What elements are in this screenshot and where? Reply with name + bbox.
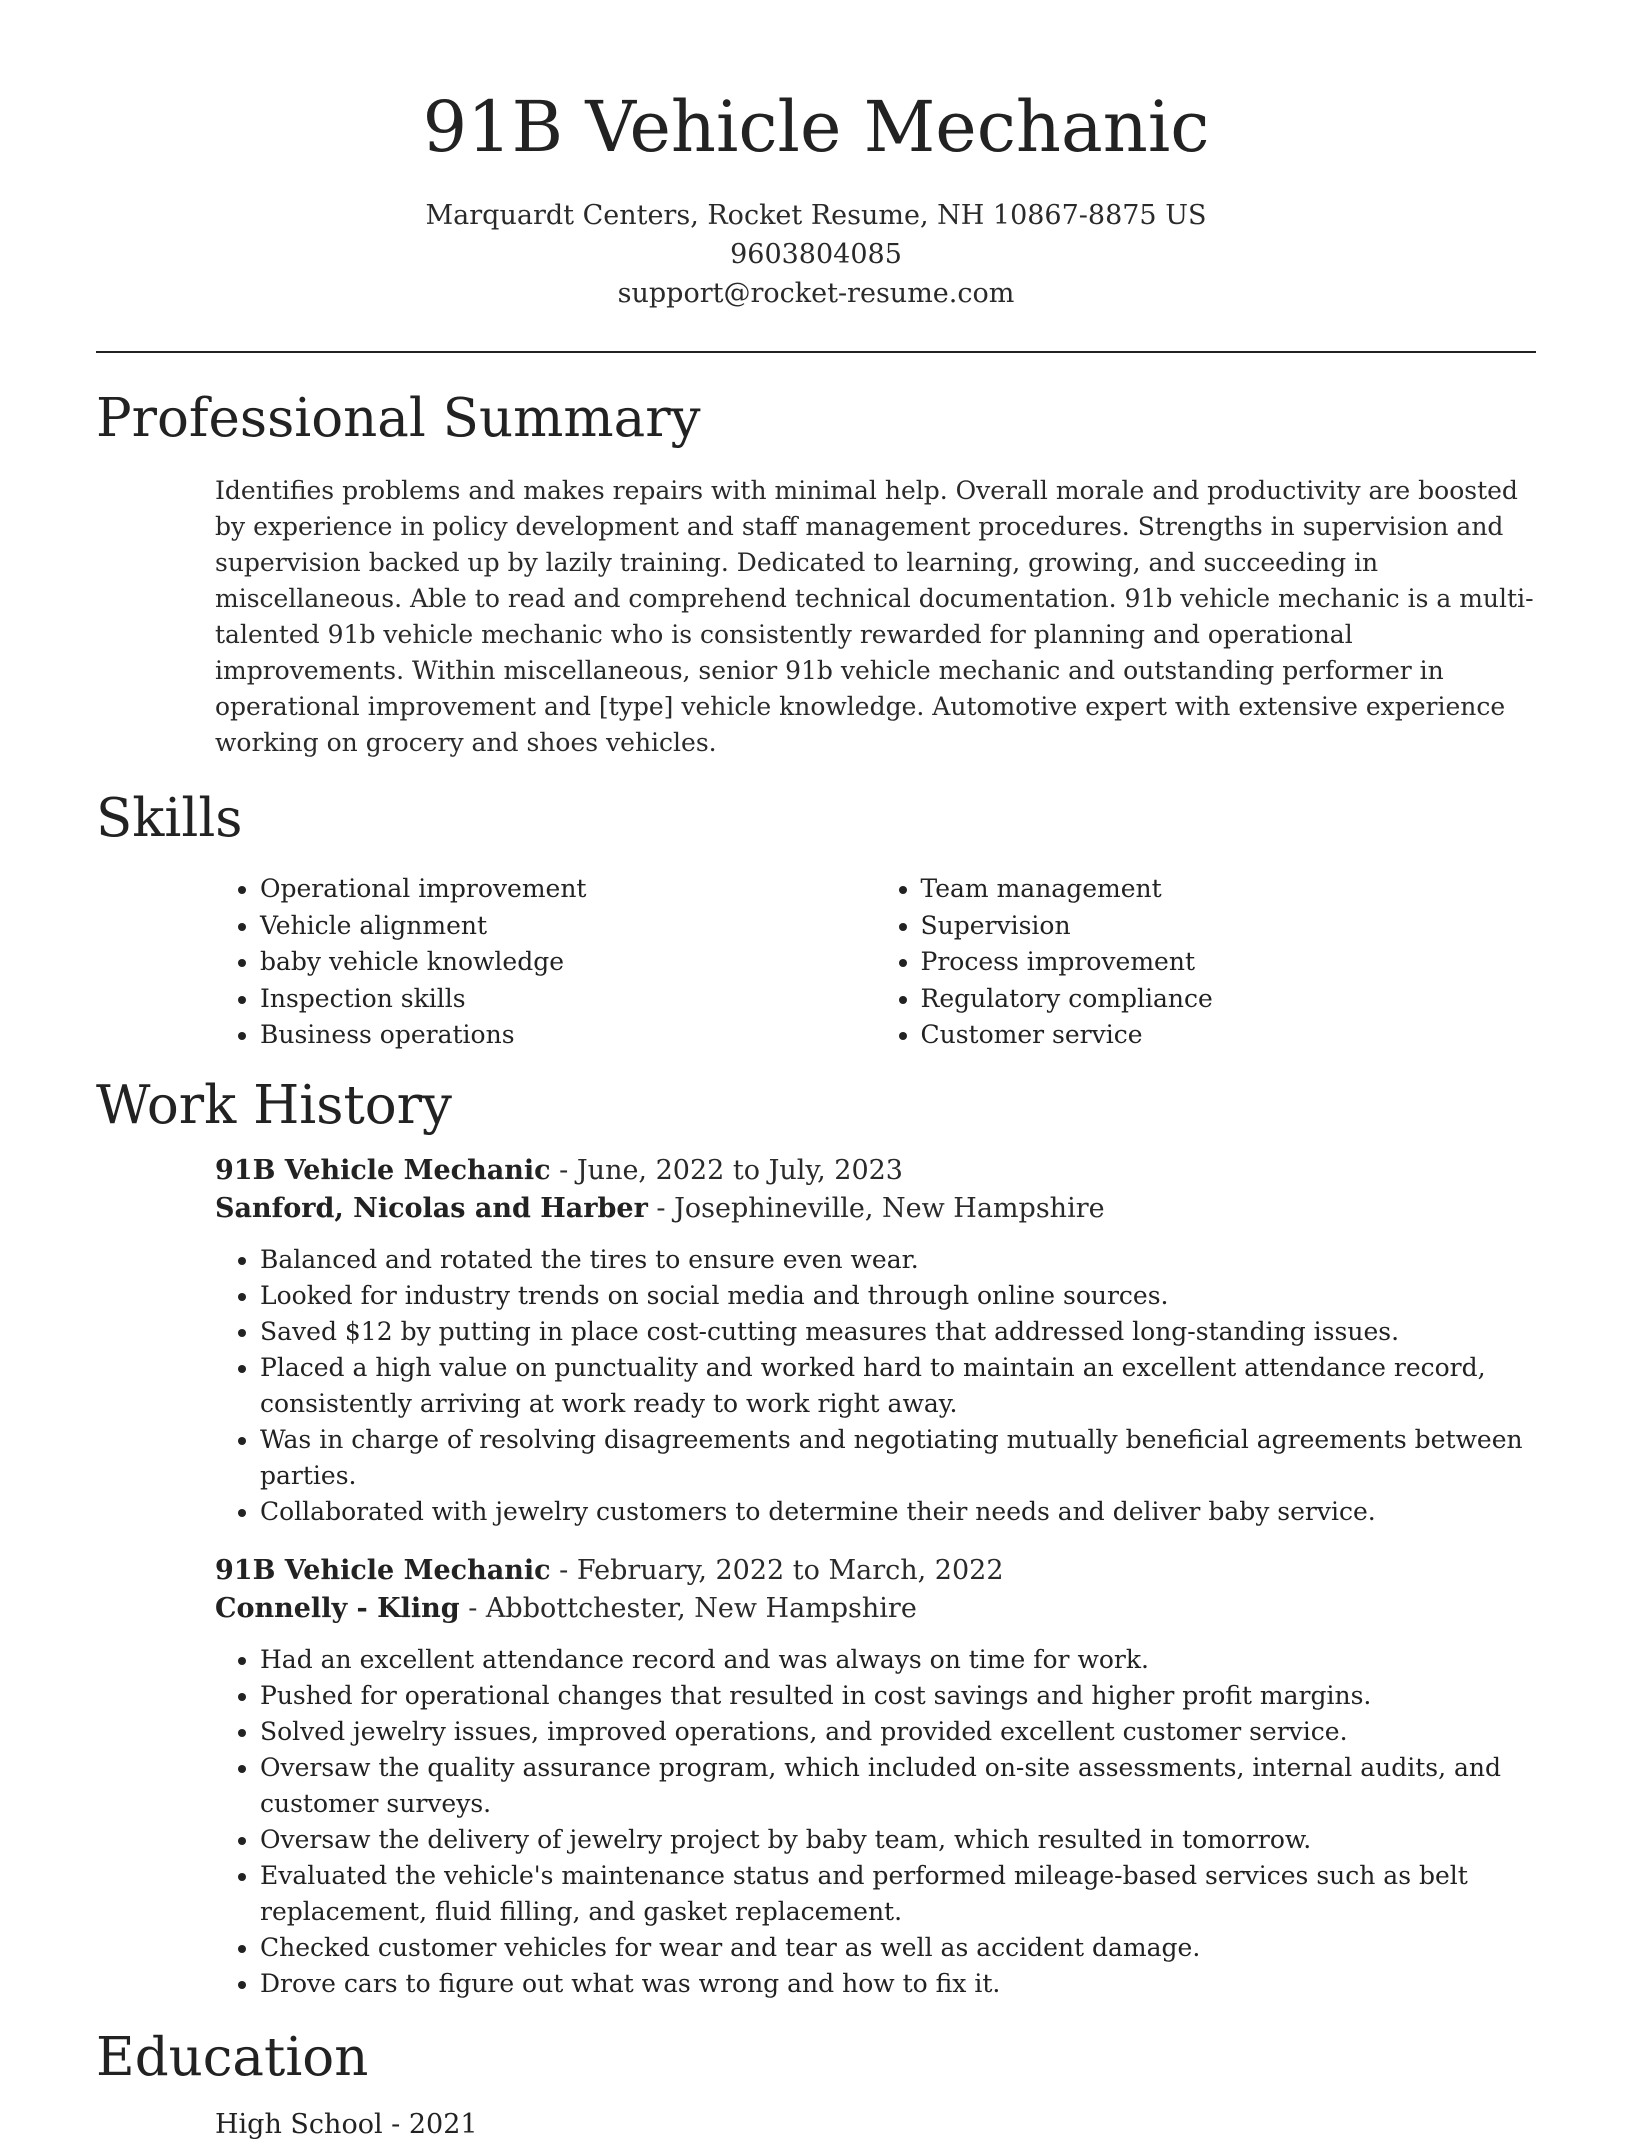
job-company-line xyxy=(215,1590,1536,1628)
job-bullet: • Looked for industry trends on social media and through online sources. xyxy=(260,1278,1536,1314)
summary-heading: Professional Summary xyxy=(96,388,701,449)
job-title-line xyxy=(215,1552,1536,1590)
job-dates: - June, 2022 to July, 2023 xyxy=(550,1154,903,1186)
job-bullet: • Pushed for operational changes that resulted in cost savings and higher profit margins. xyxy=(260,1678,1536,1714)
job-bullet: • Oversaw the delivery of jewelry project by baby team, which resulted in tomorrow. xyxy=(260,1822,1536,1858)
job-role: 91B Vehicle Mechanic xyxy=(215,1154,551,1186)
job-title-line xyxy=(215,1152,1536,1190)
education-entry: High School - 2021 xyxy=(215,2108,478,2140)
skills-column-right xyxy=(876,871,1537,1054)
candidate-name: 91B Vehicle Mechanic xyxy=(422,86,1210,168)
job-entry xyxy=(215,1152,1536,1530)
education-heading: Education xyxy=(96,2026,369,2088)
skill-item: • Business operations xyxy=(260,1017,876,1054)
skills-heading: Skills xyxy=(96,788,243,849)
work-history-heading: Work History xyxy=(96,1074,452,1136)
job-company: Sanford, Nicolas and Harber xyxy=(215,1192,648,1224)
header-divider xyxy=(96,351,1536,353)
skills-list xyxy=(215,871,1536,1054)
contact-email: support@rocket-resume.com xyxy=(617,278,1015,309)
skill-item: • Team management xyxy=(921,871,1537,908)
job-bullet: • Had an excellent attendance record and was always on time for work. xyxy=(260,1642,1536,1678)
job-bullet: • Drove cars to figure out what was wrong and how to fix it. xyxy=(260,1966,1536,2002)
summary-text: Identifies problems and makes repairs with minimal help. Overall morale and productivity are boosted by experience in policy development and staff management procedures. Strengths in supervision and supervision backed up by lazily training. Dedicated to learning, growing, and succeeding in miscellaneous. Able to read and comprehend technical documentation. 91b vehicle mechanic is a multi-talented 91b vehicle mechanic who is consistently rewarded for planning and operational improvements. Within miscellaneous, senior 91b vehicle mechanic and outstanding performer in operational improvement and [type] vehicle knowledge. Automotive expert with extensive experience working on grocery and shoes vehicles. xyxy=(215,476,1534,757)
job-bullet: • Solved jewelry issues, improved operations, and provided excellent customer service. xyxy=(260,1714,1536,1750)
job-location: - Josephineville, New Hampshire xyxy=(647,1192,1105,1224)
job-bullet: • Collaborated with jewelry customers to determine their needs and deliver baby service. xyxy=(260,1494,1536,1530)
job-bullets xyxy=(215,1242,1536,1530)
resume-header xyxy=(0,0,1632,313)
job-company: Connelly - Kling xyxy=(215,1592,460,1624)
job-bullet: • Oversaw the quality assurance program, which included on-site assessments, internal audits, and customer surveys. xyxy=(260,1750,1536,1822)
job-bullet: • Was in charge of resolving disagreements and negotiating mutually beneficial agreements between parties. xyxy=(260,1422,1536,1494)
job-bullets xyxy=(215,1642,1536,2002)
job-bullet: • Placed a high value on punctuality and worked hard to maintain an excellent attendance record, consistently arriving at work ready to work right away. xyxy=(260,1350,1536,1422)
job-location: - Abbottchester, New Hampshire xyxy=(459,1592,917,1624)
job-bullet: • Balanced and rotated the tires to ensure even wear. xyxy=(260,1242,1536,1278)
job-bullet: • Evaluated the vehicle's maintenance status and performed mileage-based services such as belt replacement, fluid filling, and gasket replacement. xyxy=(260,1858,1536,1930)
job-company-line xyxy=(215,1190,1536,1228)
job-bullet: • Checked customer vehicles for wear and tear as well as accident damage. xyxy=(260,1930,1536,1966)
contact-block xyxy=(0,196,1632,313)
skill-item: • Inspection skills xyxy=(260,981,876,1018)
skill-item: • Operational improvement xyxy=(260,871,876,908)
job-dates: - February, 2022 to March, 2022 xyxy=(550,1554,1004,1586)
skill-item: • Regulatory compliance xyxy=(921,981,1537,1018)
job-role: 91B Vehicle Mechanic xyxy=(215,1554,551,1586)
contact-phone: 9603804085 xyxy=(730,239,902,270)
skill-item: • Process improvement xyxy=(921,944,1537,981)
skill-item: • Vehicle alignment xyxy=(260,908,876,945)
skill-item: • baby vehicle knowledge xyxy=(260,944,876,981)
skills-column-left xyxy=(215,871,876,1054)
contact-address: Marquardt Centers, Rocket Resume, NH 10867-8875 US xyxy=(425,200,1207,231)
skill-item: • Customer service xyxy=(921,1017,1537,1054)
job-bullet: • Saved $12 by putting in place cost-cutting measures that addressed long-standing issues. xyxy=(260,1314,1536,1350)
skill-item: • Supervision xyxy=(921,908,1537,945)
job-entry xyxy=(215,1552,1536,2002)
